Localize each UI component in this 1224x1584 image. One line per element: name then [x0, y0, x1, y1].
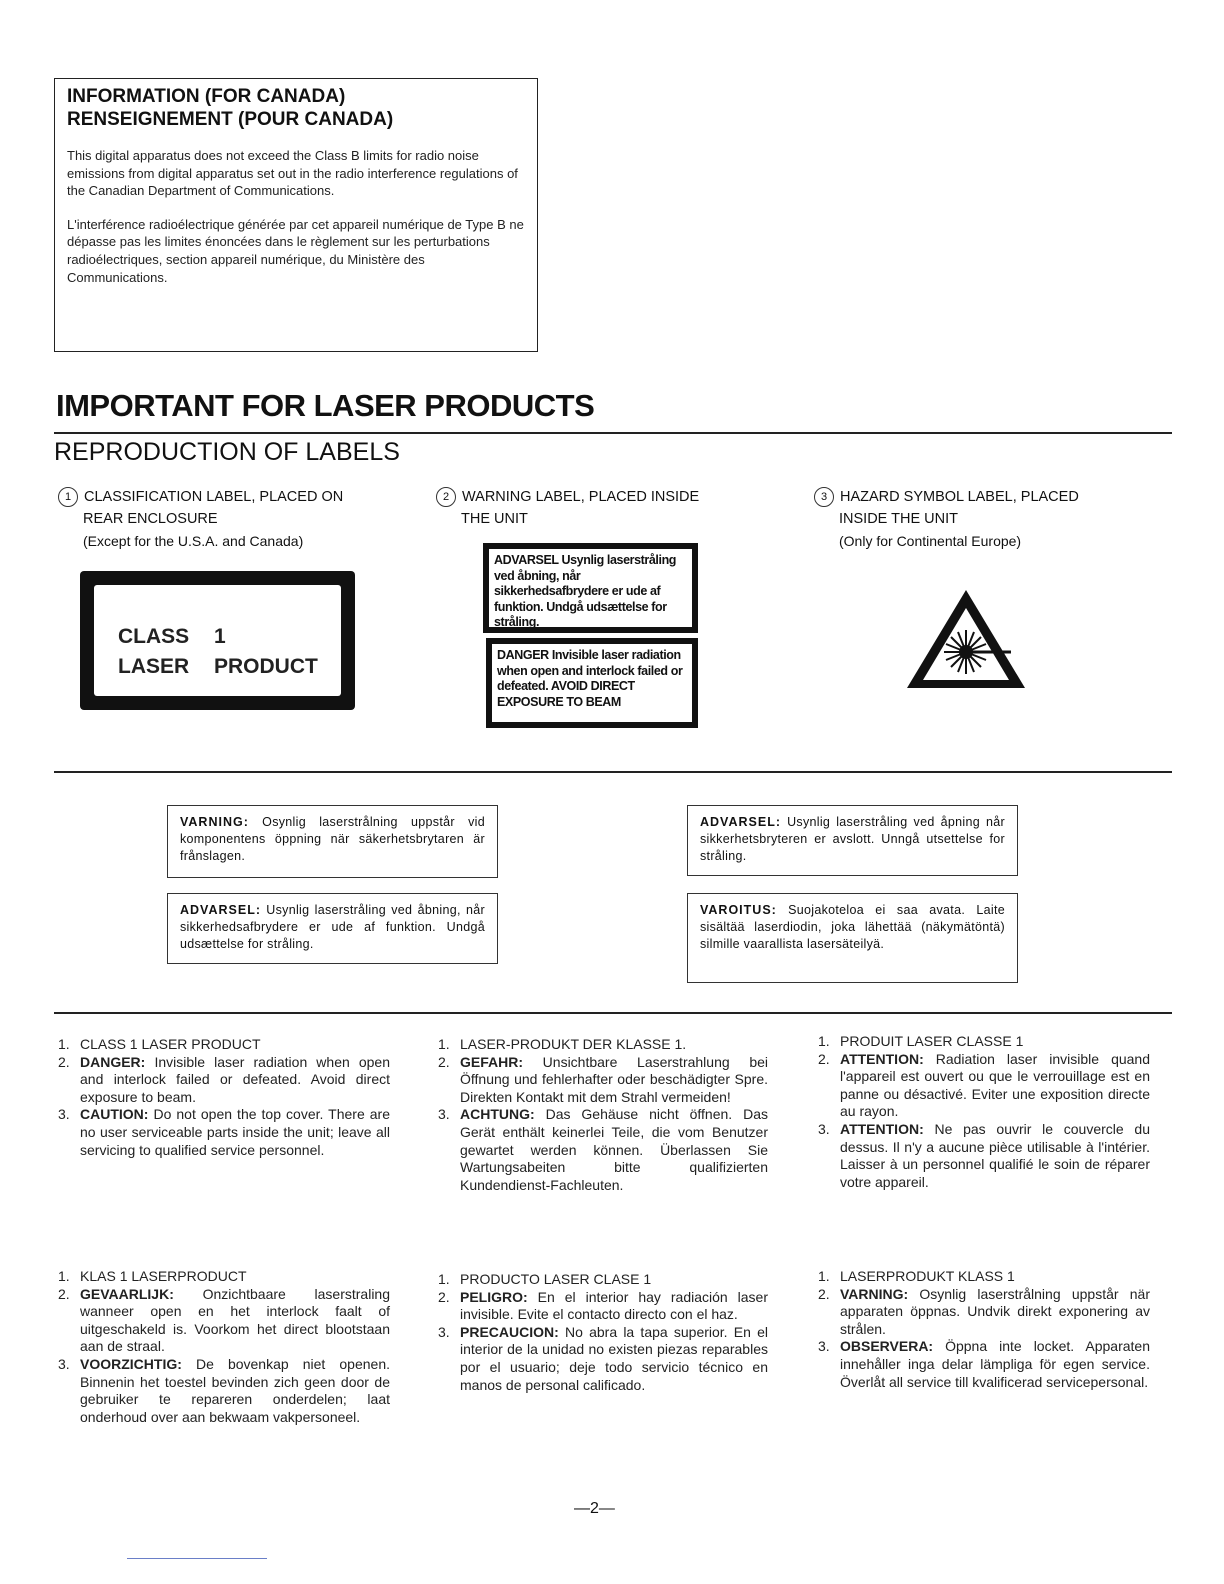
list-item: 1. PRODUCTO LASER CLASE 1 — [438, 1271, 652, 1287]
class-word: CLASS — [118, 625, 190, 648]
warning-box-danish-head: ADVARSEL: — [180, 903, 261, 917]
translation-dutch — [58, 1268, 390, 1426]
list-item: 1. KLAS 1 LASERPRODUCT — [58, 1268, 247, 1284]
warning-box-norwegian-head: ADVARSEL: — [700, 815, 781, 829]
translation-spanish — [438, 1271, 768, 1394]
warning-box-swedish-text: Osynlig laserstrålning uppstår vid komponentens öppning när säkerhetsbrytaren är frånslagen. — [180, 815, 485, 863]
list-item: 3. CAUTION: Do not open the top cover. There are no user serviceable parts inside the unit; leave all servicing to qualified service personnel. — [58, 1106, 390, 1158]
title-rule — [54, 432, 1172, 434]
list-item: 3. VOORZICHTIG: De bovenkap niet openen. Binnenin het toestel bevinden zich geen door de gebruiker te repareren onderdelen; laat onderhoud over aan bekwaam vakpersoneel. — [58, 1355, 390, 1425]
laser-title: IMPORTANT FOR LASER PRODUCTS — [56, 388, 595, 423]
label-number-3: 3 — [814, 487, 834, 507]
reproduction-title: REPRODUCTION OF LABELS — [54, 438, 400, 466]
warning-box-finnish-text: Suojakoteloa ei saa avata. Laite sisältää laserdiodin, joka lähettää (näkymätöntä) silmille vaarallista lasersäteilyä. — [700, 903, 1005, 951]
list-item: 2. DANGER: Invisible laser radiation when open and interlock failed or defeated. Avoid direct exposure to beam. — [58, 1053, 390, 1105]
label-heading-2-line2: THE UNIT — [461, 511, 528, 527]
list-item: 3. PRECAUCION: No abra la tapa superior. En el interior de la unidad no existen piezas reparables por el usuario; deje todo servicio técnico en manos de personal calificado. — [438, 1323, 769, 1393]
warning-box-danish — [167, 893, 498, 964]
label-heading-2-line1: WARNING LABEL, PLACED INSIDE — [462, 489, 700, 505]
canada-title-en: INFORMATION (FOR CANADA) — [67, 86, 346, 107]
section-rule-1 — [54, 771, 1172, 773]
warning-box-danish-text: Usynlig laserstråling ved åbning, når sikkerhedsafbrydere er ude af funktion. Undgå udsættelse for stråling. — [180, 903, 485, 951]
list-item: 2. VARNING: Osynlig laserstrålning uppstår när apparaten öppnas. Undvik direkt exponering av strålen. — [818, 1285, 1150, 1337]
page-number: —2— — [574, 1500, 615, 1517]
label-heading-1 — [58, 486, 398, 552]
warning-box-finnish — [687, 893, 1018, 983]
list-item: 2. PELIGRO: En el interior hay radiación laser invisible. Evite el contacto directo con el haz. — [438, 1288, 768, 1323]
list-item: 2. GEFAHR: Unsichtbare Laserstrahlung bei Öffnung und fehlerhafter oder beschädigter Spre. Direkten Kontakt mit dem Strahl vermeiden! — [438, 1053, 769, 1105]
class-number: 1 — [214, 625, 226, 648]
list-item: 1. LASER-PRODUKT DER KLASSE 1. — [438, 1036, 687, 1052]
canada-para-en: This digital apparatus does not exceed the Class B limits for radio noise emissions from digital apparatus set out in the radio interference regulations of the Canadian Department of Communications. — [67, 148, 518, 199]
translation-english — [58, 1036, 390, 1159]
laser-hazard-icon — [903, 586, 1029, 692]
list-item: 2. ATTENTION: Radiation laser invisible quand l'appareil est ouvert ou que le verrouillage est en panne ou désactivé. Eviter une exposition directe au rayon. — [818, 1050, 1150, 1120]
label-number-1: 1 — [58, 487, 78, 507]
warning-box-finnish-head: VAROITUS: — [700, 903, 777, 917]
section-rule-2 — [54, 1012, 1172, 1014]
label-heading-3-line1: HAZARD SYMBOL LABEL, PLACED — [840, 489, 1079, 505]
list-item: 1. LASERPRODUKT KLASS 1 — [818, 1268, 1015, 1284]
translation-french — [818, 1033, 1150, 1191]
warning-label-danish-text: ADVARSEL Usynlig laserstråling ved åbning, når sikkerhedsafbrydere er ude af funktion. Undgå udsættelse for stråling. — [489, 549, 692, 627]
warning-box-swedish — [167, 805, 498, 878]
warning-box-norwegian — [687, 805, 1018, 876]
translation-german — [438, 1036, 768, 1194]
canada-para-fr: L'interférence radioélectrique générée par cet appareil numérique de Type B ne dépasse pas les limites énoncées dans le règlement sur les perturbations radioélectriques, section appareil numérique, du Ministère des Communications. — [67, 216, 524, 285]
list-item: 3. OBSERVERA: Öppna inte locket. Apparaten innehåller inga delar lämpliga för egen service. Överlåt all service till kvalificerad servicepersonal. — [818, 1338, 1150, 1390]
label-number-2: 2 — [436, 487, 456, 507]
list-item: 3. ACHTUNG: Das Gehäuse nicht öffnen. Das Gerät enthält keinerlei Teile, die vom Benutzer gewartet werden können. Überlassen Sie Wartungsabeiten bitte qualifizierten Kundendienst-Fachleuten. — [438, 1106, 768, 1193]
list-item: 3. ATTENTION: Ne pas ouvrir le couvercle du dessus. Il n'y a aucune pièce utilisable à l'intérier. Laisser à un personnel qualifié le soin de réparer votre appareil. — [818, 1120, 1150, 1190]
label-heading-1-line2: REAR ENCLOSURE — [83, 511, 218, 527]
warning-label-danish — [483, 543, 698, 633]
warning-label-english-text: DANGER Invisible laser radiation when open and interlock failed or defeated. AVOID DIRECT EXPOSURE TO BEAM — [492, 644, 692, 722]
canada-info-box — [54, 78, 538, 352]
warning-label-english — [486, 638, 698, 728]
translation-swedish — [818, 1268, 1150, 1391]
warning-box-swedish-head: VARNING: — [180, 815, 249, 829]
list-item: 1. CLASS 1 LASER PRODUCT — [58, 1036, 261, 1052]
list-item: 2. GEVAARLIJK: Onzichtbaare laserstraling wanneer open en het interlock faalt of uitgeschakeld is. Voorkom het direct blootstaan aan de straal. — [58, 1285, 391, 1355]
scan-mark-line — [127, 1558, 267, 1559]
label-heading-1-note: (Except for the U.S.A. and Canada) — [83, 533, 304, 549]
label-heading-1-line1: CLASSIFICATION LABEL, PLACED ON — [84, 489, 344, 505]
label-heading-3-note: (Only for Continental Europe) — [839, 533, 1022, 549]
product-word: PRODUCT — [214, 655, 318, 678]
laser-word: LASER — [118, 655, 190, 678]
class-1-label — [80, 571, 355, 710]
label-heading-3-line2: INSIDE THE UNIT — [839, 511, 958, 527]
class-1-label-inner — [94, 585, 341, 696]
canada-title-fr: RENSEIGNEMENT (POUR CANADA) — [67, 109, 394, 130]
list-item: 1. PRODUIT LASER CLASSE 1 — [818, 1033, 1024, 1049]
label-heading-3 — [814, 486, 1154, 552]
warning-box-norwegian-text: Usynlig laserstråling ved åpning når sikkerhetsbryteren er avslott. Unngå utsettelse for stråling. — [700, 815, 1005, 863]
label-heading-2 — [436, 486, 776, 530]
